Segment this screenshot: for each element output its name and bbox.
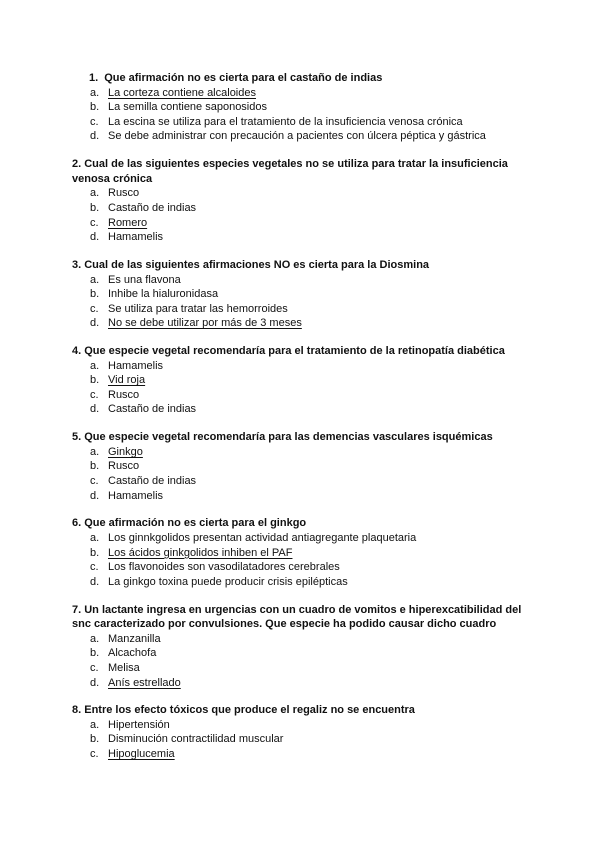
option-a xyxy=(72,86,530,101)
option-text: Hamamelis xyxy=(108,359,164,372)
option-c xyxy=(72,661,530,676)
option-text-correct: La corteza contiene alcaloides xyxy=(108,86,256,99)
option-a xyxy=(72,632,530,647)
option-letter: b. xyxy=(90,101,100,114)
option-text: Inhibe la hialuronidasa xyxy=(108,288,219,301)
option-letter: d. xyxy=(90,676,100,689)
option-d xyxy=(72,129,530,144)
option-list xyxy=(72,86,530,144)
option-text: Disminución contractilidad muscular xyxy=(108,733,284,746)
option-text: La semilla contiene saponosidos xyxy=(108,101,267,114)
option-letter: d. xyxy=(90,489,100,502)
option-letter: a. xyxy=(90,273,100,286)
question-5 xyxy=(72,430,530,503)
option-list xyxy=(72,186,530,244)
option-letter: c. xyxy=(90,216,99,229)
option-text-correct: Ginkgo xyxy=(108,445,143,458)
option-text-correct: Hipoglucemia xyxy=(108,748,175,761)
option-list xyxy=(72,531,530,589)
option-text: Hamamelis xyxy=(108,231,164,244)
question-4 xyxy=(72,344,530,417)
option-letter: c. xyxy=(90,388,99,401)
option-text: Los flavonoides son vasodilatadores cerebrales xyxy=(108,561,340,574)
option-text: Hamamelis xyxy=(108,489,164,502)
option-letter: d. xyxy=(90,575,100,588)
option-d xyxy=(72,316,530,331)
option-b xyxy=(72,459,530,474)
option-letter: b. xyxy=(90,546,100,559)
option-text-correct: No se debe utilizar por más de 3 meses xyxy=(108,317,302,330)
option-letter: a. xyxy=(90,445,100,458)
question-title: 7. Un lactante ingresa en urgencias con un cuadro de vomitos e hiperexcatibilidad del snc caracterizado por convulsiones. Que especie ha podido causar dicho cuadro xyxy=(72,603,522,631)
option-text: La ginkgo toxina puede producir crisis epilépticas xyxy=(108,575,348,588)
question-title: 4. Que especie vegetal recomendaría para el tratamiento de la retinopatía diabética xyxy=(72,345,505,358)
option-b xyxy=(72,373,530,388)
option-a xyxy=(72,273,530,288)
option-c xyxy=(72,474,530,489)
option-c xyxy=(72,115,530,130)
option-letter: c. xyxy=(90,661,99,674)
option-letter: b. xyxy=(90,647,100,660)
question-1 xyxy=(72,71,530,144)
option-text-correct: Los ácidos ginkgolidos inhiben el PAF xyxy=(108,546,293,559)
option-c xyxy=(72,302,530,317)
option-d xyxy=(72,230,530,245)
option-b xyxy=(72,100,530,115)
option-d xyxy=(72,489,530,504)
option-b xyxy=(72,646,530,661)
question-8 xyxy=(72,703,530,761)
question-title: 5. Que especie vegetal recomendaría para las demencias vasculares isquémicas xyxy=(72,431,493,444)
option-c xyxy=(72,747,530,762)
option-text: Manzanilla xyxy=(108,632,161,645)
option-b xyxy=(72,732,530,747)
option-b xyxy=(72,287,530,302)
option-text: Castaño de indias xyxy=(108,403,197,416)
option-letter: b. xyxy=(90,460,100,473)
option-list xyxy=(72,273,530,331)
option-c xyxy=(72,560,530,575)
option-text: Rusco xyxy=(108,187,140,200)
question-title xyxy=(72,71,530,86)
option-a xyxy=(72,445,530,460)
option-text: Melisa xyxy=(108,661,140,674)
option-d xyxy=(72,575,530,590)
option-text: La escina se utiliza para el tratamiento de la insuficiencia venosa crónica xyxy=(108,115,463,128)
option-letter: a. xyxy=(90,632,100,645)
option-a xyxy=(72,531,530,546)
option-text-correct: Romero xyxy=(108,216,148,229)
option-text: Rusco xyxy=(108,388,140,401)
option-b xyxy=(72,201,530,216)
option-letter: d. xyxy=(90,130,100,143)
option-letter: c. xyxy=(90,475,99,487)
question-title: 3. Cual de las siguientes afirmaciones NO es cierta para la Diosmina xyxy=(72,258,430,271)
option-letter: c. xyxy=(90,115,99,128)
option-letter: c. xyxy=(90,302,99,315)
question-7 xyxy=(72,603,530,691)
option-a xyxy=(72,186,530,201)
option-letter: a. xyxy=(90,531,100,544)
option-a xyxy=(72,718,530,733)
option-letter: a. xyxy=(90,187,100,200)
option-text: Es una flavona xyxy=(108,273,181,286)
option-letter: c. xyxy=(90,748,99,761)
option-a xyxy=(72,359,530,374)
option-letter: a. xyxy=(90,359,100,372)
option-text: Hipertensión xyxy=(108,718,170,731)
option-text: Castaño de indias xyxy=(108,201,197,214)
option-list xyxy=(72,632,530,690)
option-text: Los ginnkgolidos presentan actividad antiagregante plaquetaria xyxy=(108,531,417,544)
option-list xyxy=(72,359,530,417)
option-text: Castaño de indias xyxy=(108,475,197,487)
option-letter: b. xyxy=(90,733,100,746)
option-text: Se debe administrar con precaución a pacientes con úlcera péptica y gástrica xyxy=(108,130,486,143)
option-c xyxy=(72,216,530,231)
question-number: 1. xyxy=(89,72,99,84)
option-list xyxy=(72,718,530,762)
question-2 xyxy=(72,157,530,245)
option-b xyxy=(72,546,530,561)
option-letter: d. xyxy=(90,317,100,330)
option-letter: a. xyxy=(90,86,100,99)
question-6 xyxy=(72,516,530,589)
question-title: 8. Entre los efecto tóxicos que produce el regaliz no se encuentra xyxy=(72,704,415,717)
option-d xyxy=(72,676,530,691)
option-letter: b. xyxy=(90,201,100,214)
option-text: Alcachofa xyxy=(108,647,157,660)
question-3 xyxy=(72,258,530,331)
option-letter: c. xyxy=(90,561,99,574)
option-letter: d. xyxy=(90,403,100,416)
question-title: 2. Cual de las siguientes especies vegetales no se utiliza para tratar la insuficiencia venosa crónica xyxy=(72,158,508,185)
option-text: Se utiliza para tratar las hemorroides xyxy=(108,302,288,315)
option-letter: b. xyxy=(90,374,100,387)
option-letter: d. xyxy=(90,231,100,244)
option-list xyxy=(72,445,530,503)
question-title: 6. Que afirmación no es cierta para el ginkgo xyxy=(72,517,307,530)
option-text-correct: Vid roja xyxy=(108,374,146,387)
option-c xyxy=(72,388,530,403)
option-letter: b. xyxy=(90,288,100,301)
option-text-correct: Anís estrellado xyxy=(108,676,181,689)
option-d xyxy=(72,402,530,417)
option-text: Rusco xyxy=(108,460,140,473)
question-text: Que afirmación no es cierta para el castaño de indias xyxy=(104,72,383,84)
option-letter: a. xyxy=(90,718,100,731)
